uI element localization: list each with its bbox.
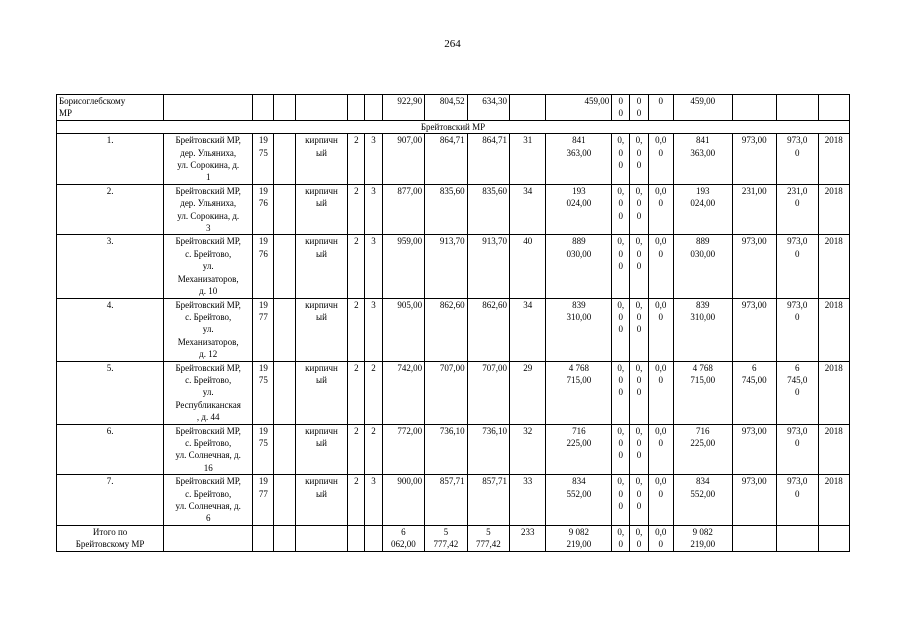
cell-year: 19 77 [253, 475, 274, 526]
cell-max-cost: 973,0 0 [777, 134, 818, 185]
cell-max-cost: 6 745,0 0 [777, 361, 818, 424]
cell-area-res: 864,71 [467, 134, 509, 185]
cell-f1: 0, 0 0 [612, 298, 630, 361]
cell-floors: 2 [348, 475, 365, 526]
table-row [57, 424, 850, 475]
cell-residents: 34 [510, 298, 546, 361]
cell-max-cost: 973,0 0 [777, 235, 818, 298]
total-f2: 0, 0 [630, 525, 648, 551]
cell-empty [732, 525, 777, 551]
cell-address: Брейтовский МР, с. Брейтово, ул. Солнечная, д. 6 [164, 475, 253, 526]
cell-residents: 32 [510, 424, 546, 475]
cell-cost2: 841 363,00 [673, 134, 732, 185]
cell-residents: 40 [510, 235, 546, 298]
cell-material: кирпичн ый [295, 361, 348, 424]
page-number: 264 [444, 38, 461, 50]
total-f3: 0,0 0 [648, 525, 673, 551]
cell-empty [295, 525, 348, 551]
cell-address: Брейтовский МР, с. Брейтово, ул. Республиканская , д. 44 [164, 361, 253, 424]
cell-empty [274, 361, 295, 424]
cell-empty [274, 235, 295, 298]
total-total-area: 6 062,00 [382, 525, 424, 551]
cell-total-area: 905,00 [382, 298, 424, 361]
cell-year: 19 75 [253, 424, 274, 475]
cell-year-plan: 2018 [818, 134, 850, 185]
cell-year: 19 75 [253, 134, 274, 185]
section-title: Брейтовский МР [57, 120, 850, 133]
f3: 0 [648, 95, 673, 121]
cell-empty [253, 525, 274, 551]
total-cost2: 9 082 219,00 [673, 525, 732, 551]
cell-total-area: 959,00 [382, 235, 424, 298]
cell-residents: 34 [510, 184, 546, 235]
cell-floors: 2 [348, 235, 365, 298]
cell-cost2: 193 024,00 [673, 184, 732, 235]
cell-entrances: 2 [365, 361, 382, 424]
cell-area-all: 862,60 [425, 298, 467, 361]
cell-cost: 841 363,00 [546, 134, 612, 185]
cell-num: 6. [57, 424, 164, 475]
cell-f1: 0, 0 0 [612, 184, 630, 235]
cell-unit-cost: 973,00 [732, 235, 777, 298]
total-area: 922,90 [382, 95, 424, 121]
cell-empty [818, 525, 850, 551]
cell-cost2: 716 225,00 [673, 424, 732, 475]
cell-f2: 0, 0 0 [630, 424, 648, 475]
cell-residents: 29 [510, 361, 546, 424]
total-area-res: 5 777,42 [467, 525, 509, 551]
cell-f1: 0, 0 0 [612, 361, 630, 424]
cell-area-all: 707,00 [425, 361, 467, 424]
cell-cost: 716 225,00 [546, 424, 612, 475]
cell-f3: 0,0 0 [648, 424, 673, 475]
cost2: 459,00 [673, 95, 732, 121]
total-area-all: 5 777,42 [425, 525, 467, 551]
table-row [57, 134, 850, 185]
cell-cost2: 839 310,00 [673, 298, 732, 361]
cell-f2: 0, 0 0 [630, 361, 648, 424]
table-row [57, 361, 850, 424]
cell-total-area: 772,00 [382, 424, 424, 475]
total-row [57, 525, 850, 551]
cell-area-all: 736,10 [425, 424, 467, 475]
cell-residents: 31 [510, 134, 546, 185]
cell-area-all: 835,60 [425, 184, 467, 235]
cell-cost: 193 024,00 [546, 184, 612, 235]
cell-empty [274, 298, 295, 361]
cell-f2: 0, 0 0 [630, 298, 648, 361]
cell-f2: 0, 0 0 [630, 134, 648, 185]
cell-max-cost: 973,0 0 [777, 424, 818, 475]
cell-f1: 0, 0 0 [612, 134, 630, 185]
cell-year-plan: 2018 [818, 361, 850, 424]
cell-material: кирпичн ый [295, 235, 348, 298]
cell-material: кирпичн ый [295, 424, 348, 475]
cell-area-all: 913,70 [425, 235, 467, 298]
cell-address: Брейтовский МР, дер. Ульяниха, ул. Сорокина, д. 3 [164, 184, 253, 235]
cell-residents: 33 [510, 475, 546, 526]
cell-total-area: 742,00 [382, 361, 424, 424]
summary-prev-row [57, 95, 850, 121]
cell-f2: 0, 0 0 [630, 475, 648, 526]
cell-cost2: 4 768 715,00 [673, 361, 732, 424]
cell-year: 19 76 [253, 235, 274, 298]
cell-num: 1. [57, 134, 164, 185]
cell-unit-cost: 231,00 [732, 184, 777, 235]
cell-num: 3. [57, 235, 164, 298]
table-row [57, 184, 850, 235]
cell-empty [164, 525, 253, 551]
cell-num: 5. [57, 361, 164, 424]
cell-cost: 4 768 715,00 [546, 361, 612, 424]
cell-material: кирпичн ый [295, 184, 348, 235]
area-all: 804,52 [425, 95, 467, 121]
cell-cost2: 889 030,00 [673, 235, 732, 298]
cell-unit-cost: 973,00 [732, 298, 777, 361]
cell-address: Брейтовский МР, с. Брейтово, ул. Механизаторов, д. 10 [164, 235, 253, 298]
cell-f1: 0, 0 0 [612, 235, 630, 298]
cell-material: кирпичн ый [295, 298, 348, 361]
cell-num: 7. [57, 475, 164, 526]
cell-area-res: 862,60 [467, 298, 509, 361]
cell-entrances: 3 [365, 298, 382, 361]
cell-f3: 0,0 0 [648, 184, 673, 235]
cell-f3: 0,0 0 [648, 361, 673, 424]
cell-empty [365, 525, 382, 551]
cell-entrances: 3 [365, 235, 382, 298]
cell-f3: 0,0 0 [648, 134, 673, 185]
total-label: Итого по Брейтовскому МР [57, 525, 164, 551]
cell-area-res: 707,00 [467, 361, 509, 424]
cell-floors: 2 [348, 298, 365, 361]
cell-total-area: 877,00 [382, 184, 424, 235]
cell-empty [274, 134, 295, 185]
cell-empty [274, 525, 295, 551]
cell-area-all: 857,71 [425, 475, 467, 526]
cell-f2: 0, 0 0 [630, 235, 648, 298]
f2: 0 0 [630, 95, 648, 121]
cell-material: кирпичн ый [295, 475, 348, 526]
cell-cost: 834 552,00 [546, 475, 612, 526]
cell-address: Брейтовский МР, с. Брейтово, ул. Солнечная, д. 16 [164, 424, 253, 475]
f1: 0 0 [612, 95, 630, 121]
cell-entrances: 3 [365, 184, 382, 235]
cell-f2: 0, 0 0 [630, 184, 648, 235]
cell-year-plan: 2018 [818, 424, 850, 475]
cell-year-plan: 2018 [818, 298, 850, 361]
cell-total-area: 907,00 [382, 134, 424, 185]
total-residents: 233 [510, 525, 546, 551]
cell-floors: 2 [348, 184, 365, 235]
cell-cost: 889 030,00 [546, 235, 612, 298]
cell-num: 4. [57, 298, 164, 361]
cell-f3: 0,0 0 [648, 475, 673, 526]
cell-max-cost: 973,0 0 [777, 298, 818, 361]
cell-unit-cost: 973,00 [732, 475, 777, 526]
cell-floors: 2 [348, 361, 365, 424]
cell-year: 19 77 [253, 298, 274, 361]
cell-entrances: 3 [365, 134, 382, 185]
cell-unit-cost: 973,00 [732, 424, 777, 475]
cell-floors: 2 [348, 424, 365, 475]
cell-empty [274, 424, 295, 475]
cell-f3: 0,0 0 [648, 298, 673, 361]
cell-address: Брейтовский МР, дер. Ульяниха, ул. Сорокина, д. 1 [164, 134, 253, 185]
summary-label: Борисоглебскому МР [57, 95, 164, 121]
cell-entrances: 2 [365, 424, 382, 475]
cell-year: 19 76 [253, 184, 274, 235]
cell-f1: 0, 0 0 [612, 475, 630, 526]
cell-address: Брейтовский МР, с. Брейтово, ул. Механизаторов, д. 12 [164, 298, 253, 361]
cell-area-res: 913,70 [467, 235, 509, 298]
cell-year: 19 75 [253, 361, 274, 424]
cell-area-res: 835,60 [467, 184, 509, 235]
cell-num: 2. [57, 184, 164, 235]
table-row [57, 298, 850, 361]
cell-empty [777, 525, 818, 551]
cell-unit-cost: 6 745,00 [732, 361, 777, 424]
cell-empty [348, 525, 365, 551]
table-row [57, 475, 850, 526]
cell-area-res: 736,10 [467, 424, 509, 475]
cell-area-all: 864,71 [425, 134, 467, 185]
cell-year-plan: 2018 [818, 475, 850, 526]
cell-max-cost: 231,0 0 [777, 184, 818, 235]
cell-unit-cost: 973,00 [732, 134, 777, 185]
cell-max-cost: 973,0 0 [777, 475, 818, 526]
cell-cost2: 834 552,00 [673, 475, 732, 526]
cell-entrances: 3 [365, 475, 382, 526]
cell-floors: 2 [348, 134, 365, 185]
total-f1: 0, 0 [612, 525, 630, 551]
housing-table [56, 94, 850, 552]
cell-f1: 0, 0 0 [612, 424, 630, 475]
cell-cost: 839 310,00 [546, 298, 612, 361]
cost: 459,00 [546, 95, 612, 121]
cell-f3: 0,0 0 [648, 235, 673, 298]
cell-empty [274, 184, 295, 235]
section-row [57, 120, 850, 133]
cell-empty [274, 475, 295, 526]
area-res: 634,30 [467, 95, 509, 121]
cell-year-plan: 2018 [818, 184, 850, 235]
cell-total-area: 900,00 [382, 475, 424, 526]
cell-area-res: 857,71 [467, 475, 509, 526]
table-row [57, 235, 850, 298]
cell-year-plan: 2018 [818, 235, 850, 298]
total-cost: 9 082 219,00 [546, 525, 612, 551]
cell-material: кирпичн ый [295, 134, 348, 185]
